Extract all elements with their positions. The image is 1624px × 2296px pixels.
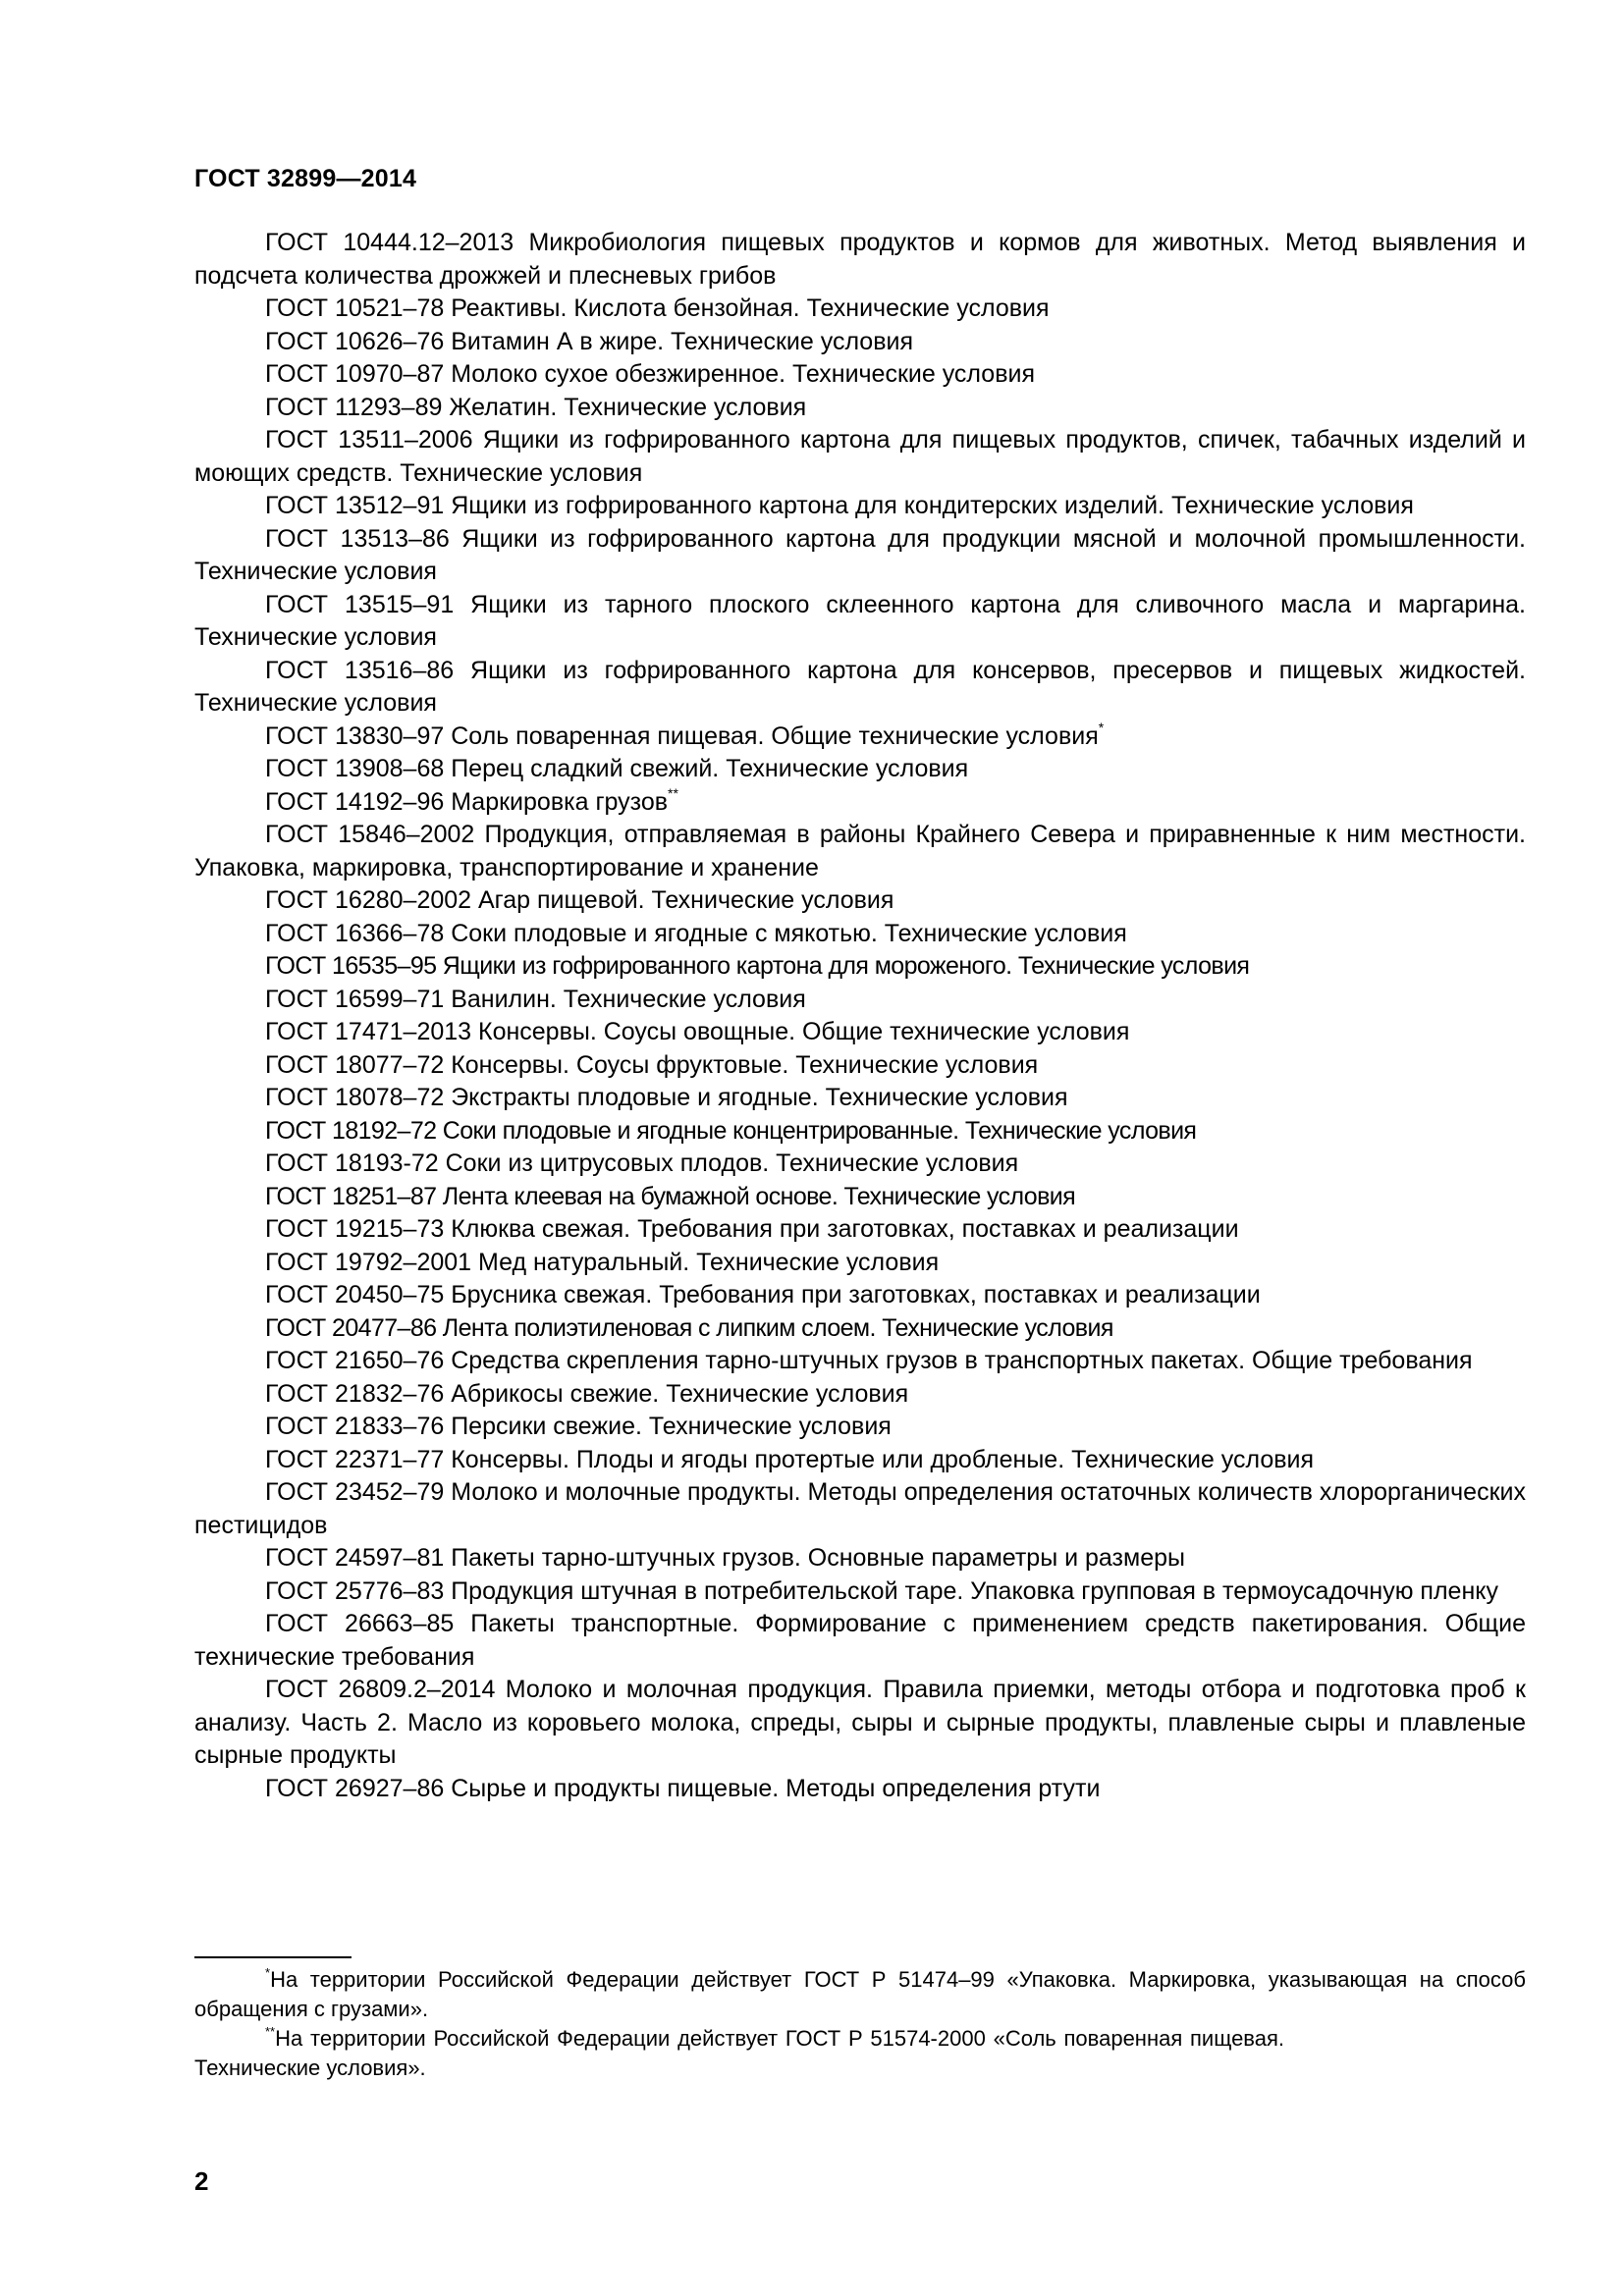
reference-text: ГОСТ 22371–77 Консервы. Плоды и ягоды протертые или дробленые. Технические условия	[265, 1445, 1315, 1473]
reference-entry	[194, 918, 1526, 951]
reference-text: ГОСТ 11293–89 Желатин. Технические условия	[265, 393, 807, 421]
reference-text: ГОСТ 13515–91 Ящики из тарного плоского склеенного картона для сливочного масла и маргарина. Технические условия	[194, 590, 1526, 651]
footnote-reference: **	[668, 784, 678, 801]
reference-entry	[194, 1247, 1526, 1280]
reference-entry	[194, 1608, 1526, 1674]
reference-entry	[194, 227, 1526, 293]
reference-entry	[194, 1148, 1526, 1181]
reference-text: ГОСТ 26663–85 Пакеты транспортные. Формирование с применением средств пакетирования. Общие технические требования	[194, 1610, 1526, 1671]
reference-text: ГОСТ 18078–72 Экстракты плодовые и ягодные. Технические условия	[265, 1084, 1068, 1111]
reference-entry	[194, 326, 1526, 359]
reference-text: ГОСТ 24597–81 Пакеты тарно-штучных грузов. Основные параметры и размеры	[265, 1544, 1185, 1572]
reference-text: ГОСТ 13516–86 Ящики из гофрированного картона для консервов, пресервов и пищевых жидкостей. Технические условия	[194, 656, 1526, 717]
reference-entry	[194, 1345, 1526, 1378]
reference-text: ГОСТ 10444.12–2013 Микробиология пищевых продуктов и кормов для животных. Метод выявления и подсчета количества дрожжей и плесневых грибов	[194, 229, 1526, 290]
reference-text: ГОСТ 13513–86 Ящики из гофрированного картона для продукции мясной и молочной промышленности. Технические условия	[194, 524, 1526, 585]
reference-text: ГОСТ 26809.2–2014 Молоко и молочная продукция. Правила приемки, методы отбора и подготовка проб к анализу. Часть 2. Масло из коровьего молока, спреды, сыры и сырные продукты, плавленые сыры и плавленые сырные продукты	[194, 1676, 1526, 1769]
reference-text: ГОСТ 13512–91 Ящики из гофрированного картона для кондитерских изделий. Технические условия	[265, 492, 1414, 519]
reference-text: ГОСТ 16280–2002 Агар пищевой. Технические условия	[265, 886, 894, 914]
reference-entry	[194, 1378, 1526, 1412]
reference-entry	[194, 1411, 1526, 1444]
reference-entry	[194, 753, 1526, 786]
footnote	[194, 2024, 1284, 2083]
footnote-text: На территории Российской Федерации действует ГОСТ Р 51474–99 «Упаковка. Маркировка, указывающая на способ обращения с грузами».	[194, 1967, 1526, 2021]
reference-entry	[194, 1312, 1526, 1346]
reference-text: ГОСТ 19792–2001 Мед натуральный. Технические условия	[265, 1248, 940, 1276]
reference-entry	[194, 1016, 1526, 1049]
reference-text: ГОСТ 17471–2013 Консервы. Соусы овощные. Общие технические условия	[265, 1018, 1130, 1045]
reference-text: ГОСТ 18192–72 Соки плодовые и ягодные концентрированные. Технические условия	[265, 1116, 1197, 1145]
reference-entry	[194, 358, 1526, 392]
document-header: ГОСТ 32899—2014	[194, 165, 417, 192]
reference-text: ГОСТ 21650–76 Средства скрепления тарно-штучных грузов в транспортных пакетах. Общие требования	[265, 1347, 1473, 1374]
reference-entry	[194, 1542, 1526, 1575]
reference-entry	[194, 1049, 1526, 1083]
reference-text: ГОСТ 10626–76 Витамин А в жире. Технические условия	[265, 327, 913, 355]
reference-entry	[194, 1476, 1526, 1542]
reference-entry	[194, 1279, 1526, 1312]
reference-entry	[194, 1674, 1526, 1773]
reference-entry	[194, 1082, 1526, 1115]
reference-text: ГОСТ 13511–2006 Ящики из гофрированного картона для пищевых продуктов, спичек, табачных изделий и моющих средств. Технические условия	[194, 426, 1526, 487]
footnote	[194, 1965, 1526, 2024]
reference-entry	[194, 1115, 1526, 1148]
reference-text: ГОСТ 13908–68 Перец сладкий свежий. Технические условия	[265, 755, 969, 782]
reference-entry	[194, 721, 1526, 754]
reference-entry	[194, 884, 1526, 918]
reference-entry	[194, 984, 1526, 1017]
footnote-marker: *	[265, 1965, 271, 1980]
reference-entry	[194, 1575, 1526, 1609]
reference-text: ГОСТ 15846–2002 Продукция, отправляемая в районы Крайнего Севера и приравненные к ним местности. Упаковка, маркировка, транспортирование и хранение	[194, 821, 1526, 881]
reference-text: ГОСТ 16535–95 Ящики из гофрированного картона для мороженого. Технические условия	[265, 952, 1250, 980]
reference-entry	[194, 523, 1526, 589]
reference-text: ГОСТ 20450–75 Брусника свежая. Требования при заготовках, поставках и реализации	[265, 1281, 1261, 1308]
footnote-divider	[194, 1956, 352, 1958]
footnotes	[194, 1965, 1526, 2083]
reference-entry	[194, 589, 1526, 655]
reference-text: ГОСТ 16366–78 Соки плодовые и ягодные с мякотью. Технические условия	[265, 919, 1127, 947]
reference-text: ГОСТ 20477–86 Лента полиэтиленовая с липким слоем. Технические условия	[265, 1313, 1113, 1342]
reference-entry	[194, 293, 1526, 326]
reference-text: ГОСТ 18251–87 Лента клеевая на бумажной основе. Технические условия	[265, 1182, 1076, 1210]
reference-text: ГОСТ 19215–73 Клюква свежая. Требования при заготовках, поставках и реализации	[265, 1215, 1239, 1243]
reference-entry	[194, 490, 1526, 523]
reference-entry	[194, 424, 1526, 490]
normative-references-list	[194, 227, 1526, 1805]
reference-entry	[194, 786, 1526, 820]
reference-entry	[194, 819, 1526, 884]
reference-text: ГОСТ 14192–96 Маркировка грузов	[265, 787, 669, 816]
footnote-marker: **	[265, 2024, 276, 2039]
reference-entry	[194, 1444, 1526, 1477]
reference-entry	[194, 655, 1526, 721]
footnote-reference: *	[1098, 719, 1105, 735]
page-number: 2	[194, 2166, 209, 2196]
reference-entry	[194, 392, 1526, 425]
reference-text: ГОСТ 16599–71 Ванилин. Технические условия	[265, 985, 806, 1013]
reference-text: ГОСТ 23452–79 Молоко и молочные продукты. Методы определения остаточных количеств хлорорганических пестицидов	[194, 1478, 1526, 1539]
reference-text: ГОСТ 26927–86 Сырье и продукты пищевые. Методы определения ртути	[265, 1774, 1101, 1802]
reference-text: ГОСТ 21832–76 Абрикосы свежие. Технические условия	[265, 1379, 909, 1408]
reference-text: ГОСТ 10970–87 Молоко сухое обезжиренное. Технические условия	[265, 360, 1035, 388]
reference-text: ГОСТ 10521–78 Реактивы. Кислота бензойная. Технические условия	[265, 294, 1050, 322]
reference-text: ГОСТ 18077–72 Консервы. Соусы фруктовые. Технические условия	[265, 1050, 1039, 1079]
reference-entry	[194, 1773, 1526, 1806]
reference-text: ГОСТ 18193-72 Соки из цитрусовых плодов. Технические условия	[265, 1149, 1019, 1177]
reference-entry	[194, 950, 1526, 984]
reference-text: ГОСТ 25776–83 Продукция штучная в потребительской таре. Упаковка групповая в термоусадочную пленку	[265, 1576, 1498, 1605]
footnote-text: На территории Российской Федерации действует ГОСТ Р 51574-2000 «Соль поваренная пищевая. Технические условия».	[194, 2026, 1284, 2080]
reference-entry	[194, 1181, 1526, 1214]
reference-text: ГОСТ 21833–76 Персики свежие. Технические условия	[265, 1413, 892, 1440]
reference-text: ГОСТ 13830–97 Соль поваренная пищевая. Общие технические условия	[265, 721, 1099, 750]
reference-entry	[194, 1213, 1526, 1247]
